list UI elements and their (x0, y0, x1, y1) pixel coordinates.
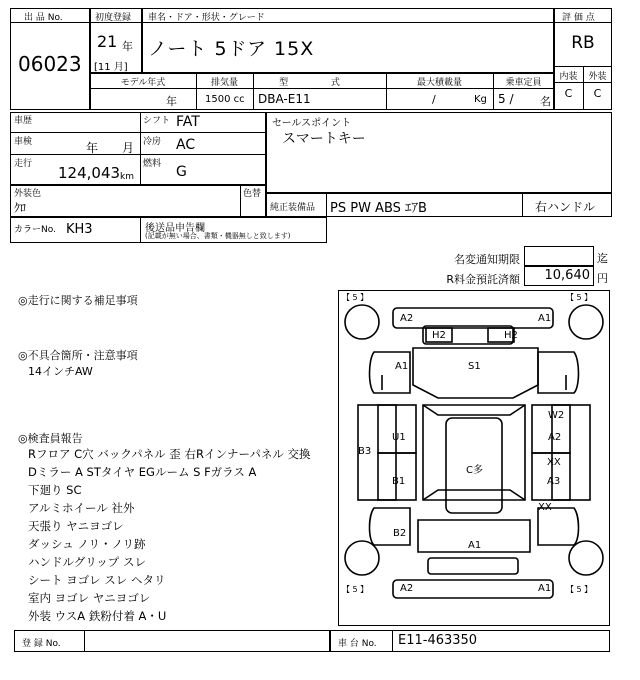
max-load-unit: Kg (474, 94, 487, 105)
fuel-label: 燃料 (143, 159, 162, 169)
mark-hood: S1 (468, 361, 481, 372)
mark-headlight-right: H2 (504, 330, 518, 341)
driving-remarks-label: ◎走行に関する補足事項 (18, 294, 138, 307)
mark-rear-bumper-left: A2 (400, 583, 414, 594)
car-name: ノート 5ドア 15X (148, 38, 315, 60)
displacement: 1500 cc (205, 94, 245, 105)
mileage-label: 走行 (14, 159, 33, 169)
color: ｸﾛ (14, 201, 27, 215)
steering: 右ハンドル (535, 200, 596, 214)
tire-rear-right (569, 541, 603, 575)
aftermarket-label: 後送品申告欄 (145, 223, 205, 234)
fuel: G (176, 164, 187, 180)
capacity-label: 乗車定員 (505, 78, 542, 88)
history-label: 車歴 (14, 116, 33, 126)
tire-depth-rear-right: 【 5 】 (566, 585, 593, 594)
inspector-line: アルミホイール 社外 (28, 501, 135, 515)
name-change-box (524, 246, 594, 266)
mark-left-side: B3 (358, 446, 372, 457)
shift-label: シフト (143, 116, 171, 126)
mark-front-fender-left: A1 (395, 361, 409, 372)
mark-headlight-left: H2 (432, 330, 446, 341)
first-registration-year-unit: 年 (122, 40, 133, 53)
repaint-label: 色替 (243, 189, 262, 199)
mark-trunk: A1 (468, 540, 482, 551)
sales-point: スマートキー (282, 131, 366, 147)
color-no-label: カラーNo. (14, 225, 56, 235)
mark-right-front-door: W2 (548, 410, 565, 421)
mark-front-bumper-left: A2 (400, 313, 414, 324)
inspection-year: 年 (86, 141, 99, 155)
car-name-label: 車名・ドア・形状・グレード (148, 13, 265, 23)
inspection-month: 月 (122, 141, 135, 155)
inspector-line: 室内 ヨゴレ ヤニヨゴレ (28, 591, 151, 605)
mark-roof: C多 (466, 465, 483, 476)
shift: FAT (176, 114, 200, 130)
inspector-line: Rフロア C穴 バックパネル 歪 右Rインナーパネル 交換 (28, 447, 311, 461)
tire-depth-rear-left: 【 5 】 (342, 585, 369, 594)
mileage: 124,043 (58, 164, 121, 182)
car-outline (338, 290, 610, 626)
color-no: KH3 (66, 222, 93, 237)
defects-label: ◎不具合箇所・注意事項 (18, 349, 138, 362)
mark-left-quarter: B2 (393, 528, 407, 539)
registration-label: 登 録 No. (22, 639, 61, 649)
inspection-label: 車検 (14, 137, 33, 147)
exterior-grade: C (593, 87, 602, 100)
mark-rear-bumper-right: A1 (538, 583, 552, 594)
mark-front-bumper-right: A1 (538, 313, 552, 324)
sales-point-label: セールスポイント (272, 118, 352, 129)
inspector-line: Dミラー A STタイヤ EGルーム S Fガラス A (28, 465, 257, 479)
name-change-unit: 迄 (597, 252, 608, 265)
mark-right-quarter: XX (538, 502, 552, 513)
color-label: 外装色 (14, 189, 42, 199)
ac-label: 冷房 (143, 137, 162, 147)
max-load-separator: / (432, 93, 436, 106)
inspector-line: 外装 ウスA 鉄粉付着 A・U (28, 609, 167, 623)
first-registration-year: 21 (97, 32, 118, 51)
mark-right-rear-door-a3: A3 (547, 476, 561, 487)
registration-box (14, 630, 330, 652)
recycle-amount: 10,640 (544, 268, 590, 283)
first-registration-month: [11 月] (94, 62, 128, 73)
aftermarket-note: (記載が無い場合、書類・機器無しと致します) (145, 232, 291, 240)
mark-right-door-a2: A2 (548, 432, 562, 443)
interior-label: 内装 (559, 72, 578, 82)
exterior-label: 外装 (588, 72, 607, 82)
tire-front-left (345, 305, 379, 339)
recycle-unit: 円 (597, 272, 608, 285)
type: DBA-E11 (258, 92, 311, 106)
chassis-label: 車 台 No. (338, 639, 377, 649)
lot-number-label: 出 品 No. (24, 13, 63, 23)
capacity: 5 / (498, 92, 514, 106)
model-year-unit: 年 (166, 95, 177, 108)
inspector-line: 下廻り SC (28, 483, 82, 497)
mark-left-front-door: U1 (392, 432, 406, 443)
interior-grade: C (564, 87, 573, 100)
mileage-unit: km (120, 172, 134, 182)
defect-line: 14インチAW (28, 365, 93, 378)
capacity-unit: 名 (540, 95, 551, 108)
max-load-label: 最大積載量 (416, 78, 462, 88)
displacement-label: 排気量 (210, 78, 238, 88)
details-left-box (10, 112, 266, 185)
score: RB (571, 33, 595, 53)
inspector-line: ダッシュ ノリ・ノリ跡 (28, 537, 146, 551)
inspector-line: シート ヨゴレ スレ ヘタリ (28, 573, 166, 587)
ac: AC (176, 137, 196, 153)
genuine-equipment: PS PW ABS ｴｱB (330, 201, 427, 216)
color-box (10, 185, 266, 217)
model-year-label: モデル年式 (120, 78, 166, 88)
tire-depth-front-right: 【 5 】 (566, 293, 593, 302)
tire-rear-left (345, 541, 379, 575)
mark-left-rear-door: B1 (392, 476, 406, 487)
tire-depth-front-left: 【 5 】 (342, 293, 369, 302)
score-label: 評 価 点 (562, 13, 595, 23)
type-label: 型 式 (279, 78, 360, 88)
name-change-label: 名変通知期限 (454, 253, 520, 266)
mark-right-rear-door-xx: XX (547, 457, 561, 468)
lot-number: 06023 (18, 52, 82, 76)
inspector-label: ◎検査員報告 (18, 432, 83, 445)
tire-front-right (569, 305, 603, 339)
first-registration-label: 初度登録 (95, 13, 132, 23)
inspector-line: 天張り ヤニヨゴレ (28, 519, 124, 533)
recycle-label: R料金預託済額 (446, 273, 520, 286)
inspector-line: ハンドルグリップ スレ (28, 555, 146, 569)
genuine-label: 純正装備品 (270, 203, 316, 213)
chassis-no: E11-463350 (398, 633, 478, 648)
